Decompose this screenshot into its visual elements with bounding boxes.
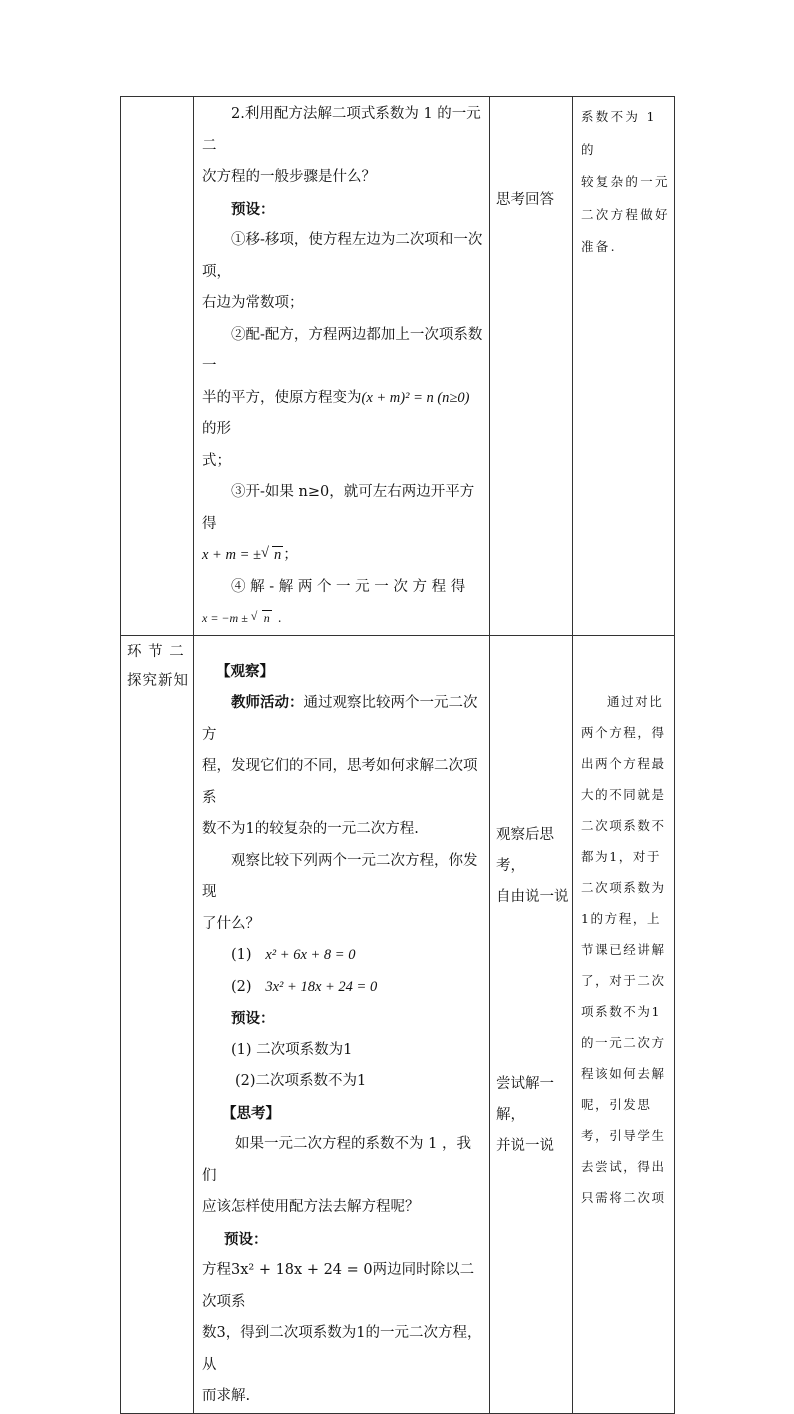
equation-text: x² + 6x + 8 = 0 [265,947,356,963]
question-line: 次方程的一般步骤是什么？ [202,169,376,185]
think-heading: 【思考】 [222,1104,280,1122]
preset-label: 预设： [231,1010,275,1027]
stage-cell [121,97,194,636]
step2-line [202,383,483,446]
answer-line: 方程3x² + 18x + 24 = 0两边同时除以二次项系 [202,1262,475,1310]
step3-formula: x + m = ± [202,547,261,563]
equation-number: (1) [231,947,252,963]
compare-line: 了什么？ [202,915,260,932]
step4-formula-line [202,603,483,635]
stage-cell [121,635,194,1413]
answer-line: 数3，得到二次项系数为1的一元二次方程，从 [202,1325,482,1373]
teaching-intent-line: 二次项系数为 [581,879,666,895]
equation-text: 3x² + 18x + 24 = 0 [265,978,378,995]
intent-cell [573,635,675,1413]
preset-line: (2)二次项系数不为1 [235,1073,367,1089]
answer-line: 而求解. [202,1388,251,1404]
student-cell [490,97,573,636]
step2-text: 半的平方，使原方程变为 [202,389,362,406]
step1-line: ①移-移项，使方程左边为二次项和一次项， [202,232,483,280]
equation-number: (2) [231,978,252,995]
step3-line: ③开-如果 n≥0，就可左右两边开平方得 [202,484,475,532]
step4-line: ④ 解 - 解 两 个 一 元 一 次 方 程 得 [231,578,466,595]
teacher-line: 程，发现它们的不同，思考如何求解二次项系 [202,758,478,806]
student-activity: 自由说一说 [496,888,569,905]
teaching-intent-line: 二次项系数不 [581,817,666,833]
step2-text: 的形 [202,421,231,437]
stage-label [121,97,193,99]
teaching-intent-line: 呢，引发思 [581,1096,652,1112]
teaching-intent-line: 通过对比 [607,693,664,709]
teaching-intent-line: 项系数不为1 [581,1003,662,1019]
step2-line: ②配-配方，方程两边都加上一次项系数一 [202,326,483,374]
preset-label: 预设： [224,1230,268,1248]
step3-formula-line [202,540,483,572]
teaching-intent-line: 较复杂的一元 [581,174,670,189]
teaching-intent-line: 系数不为 1 的 [581,109,657,157]
teaching-intent-line: 二次方程做好 [581,206,670,222]
teaching-intent-line: 去尝试，得出 [581,1158,666,1174]
teaching-intent-line: 了，对于二次 [581,972,666,988]
teaching-intent-line: 的一元二次方 [581,1034,666,1050]
question-line: 2.利用配方法解二项式系数为 1 的一元二 [202,106,481,154]
teaching-intent-line: 节课已经讲解 [581,941,666,957]
equation-2 [202,972,483,1004]
step2-line: 式； [202,452,231,469]
sqrt-expression [261,540,283,572]
content-cell [194,97,490,636]
equation-1 [202,940,483,972]
think-line: 如果一元二次方程的系数不为 1 ，我们 [202,1136,471,1184]
teaching-intent-line: 大的不同就是 [581,786,666,802]
student-activity: 思考回答 [496,192,554,208]
intent-cell [573,97,675,636]
teaching-intent-line: 两个方程，得 [581,724,666,740]
sqrt-radicand: n [263,611,270,625]
step4-end: . [277,611,282,625]
observe-heading: 【观察】 [216,662,274,680]
teaching-intent-line: 程该如何去解 [581,1065,666,1081]
stage-label: 环 节 二 [127,643,185,660]
teacher-text: 通过观察比较两个一元二次方 [202,695,478,743]
step1-line: 右边为常数项； [202,295,304,311]
student-activity: 并说一说 [496,1137,554,1154]
stage-label: 探究新知 [127,672,189,689]
lesson-table [120,96,675,1414]
preset-label: 预设： [231,200,275,218]
preset-line: (1) 二次项系数为1 [231,1041,353,1058]
student-cell [490,635,573,1413]
table-row [121,635,675,1413]
sqrt-icon: √ [250,609,258,623]
student-activity: 观察后思考， [496,826,554,874]
teaching-intent-line: 1的方程，上 [581,910,662,926]
teaching-intent-line: 准备. [581,239,617,254]
table-row [121,97,675,636]
teaching-intent-line: 都为1，对于 [581,848,662,864]
sqrt-expression [251,603,272,635]
sqrt-icon: √ [260,545,269,561]
teaching-intent-line: 只需将二次项 [581,1189,666,1205]
step4-formula: x = −m ± [202,611,251,625]
teacher-line: 数不为1的较复杂的一元二次方程. [202,821,419,837]
step2-formula: (x + m)² = n (n≥0) [361,389,470,406]
teaching-intent-line: 考，引导学生 [581,1127,666,1143]
content-cell [194,635,490,1413]
think-line: 应该怎样使用配方法去解方程呢？ [202,1199,420,1215]
sqrt-radicand: n [273,547,282,563]
student-activity: 尝试解一解， [496,1075,554,1123]
teaching-intent-line: 出两个方程最 [581,755,666,771]
compare-line: 观察比较下列两个一元二次方程，你发现 [202,852,478,900]
teacher-label: 教师活动： [231,694,304,711]
step3-end: ； [283,547,298,563]
